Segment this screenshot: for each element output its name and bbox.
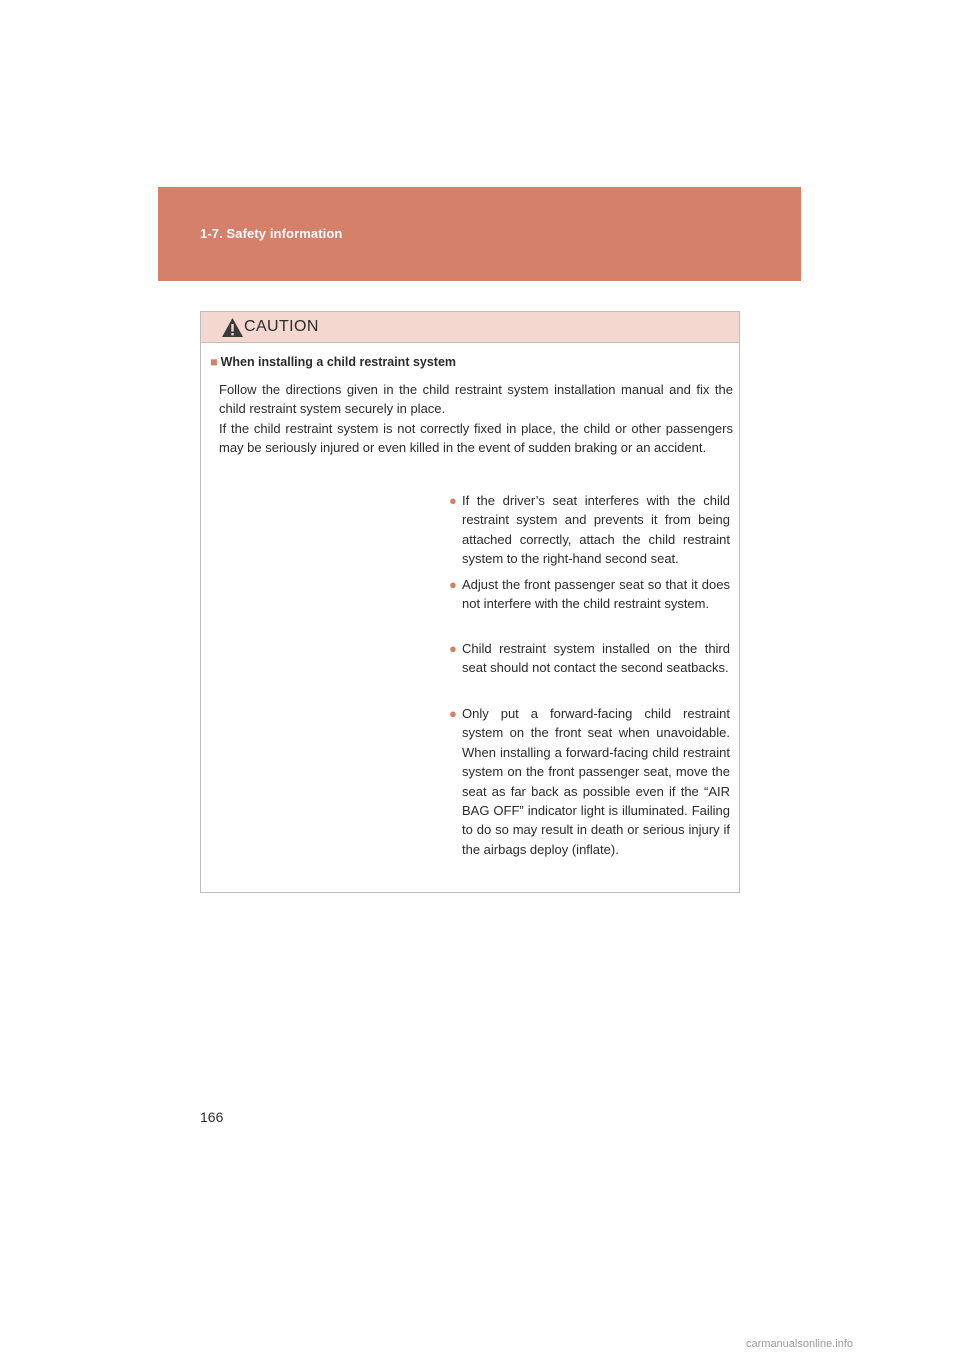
caution-bullet-text: Adjust the front passenger seat so that it does not interfere with the child restraint system.: [462, 577, 730, 612]
caution-bullet-text: If the driver’s seat interferes with the child restraint system and prevents it from being attached correctly, attach the child restraint system to the right-hand second seat.: [462, 493, 730, 567]
circle-bullet-icon: ●: [449, 577, 457, 592]
caution-header: [201, 312, 739, 343]
caution-subheading: [210, 355, 456, 369]
section-title: 1-7. Safety information: [200, 226, 343, 241]
circle-bullet-icon: ●: [449, 706, 457, 721]
caution-subheading-text: When installing a child restraint system: [220, 355, 457, 369]
caution-label: CAUTION: [244, 318, 319, 335]
caution-box: [200, 311, 740, 893]
caution-bullet: [434, 575, 730, 614]
caution-paragraph-2: If the child restraint system is not correctly fixed in place, the child or other passengers may be seriously injured or even killed in the event of sudden braking or an accident.: [219, 421, 733, 456]
square-bullet-icon: ■: [210, 355, 218, 369]
warning-triangle-icon: [221, 317, 244, 338]
circle-bullet-icon: ●: [449, 641, 457, 656]
caution-bullet-text: Only put a forward-facing child restraint system on the front seat when unavoidable. When installing a forward-facing child restraint system on the front passenger seat, move the seat as far back as possible even if the “AIR BAG OFF” indicator light is illuminated. Failing to do so may result in death or serious injury if the airbags deploy (inflate).: [462, 706, 730, 857]
caution-bullet-text: Child restraint system installed on the third seat should not contact the second seatbacks.: [462, 641, 730, 676]
section-header-band: [158, 187, 801, 281]
page-number: 166: [200, 1109, 224, 1125]
circle-bullet-icon: ●: [449, 493, 457, 508]
caution-paragraph-1: Follow the directions given in the child restraint system installation manual and fix the child restraint system securely in place.: [219, 382, 733, 417]
caution-bullet: [434, 639, 730, 678]
caution-bullet: [434, 704, 730, 859]
caution-bullet: [434, 491, 730, 569]
watermark: carmanualsonline.info: [746, 1338, 854, 1350]
